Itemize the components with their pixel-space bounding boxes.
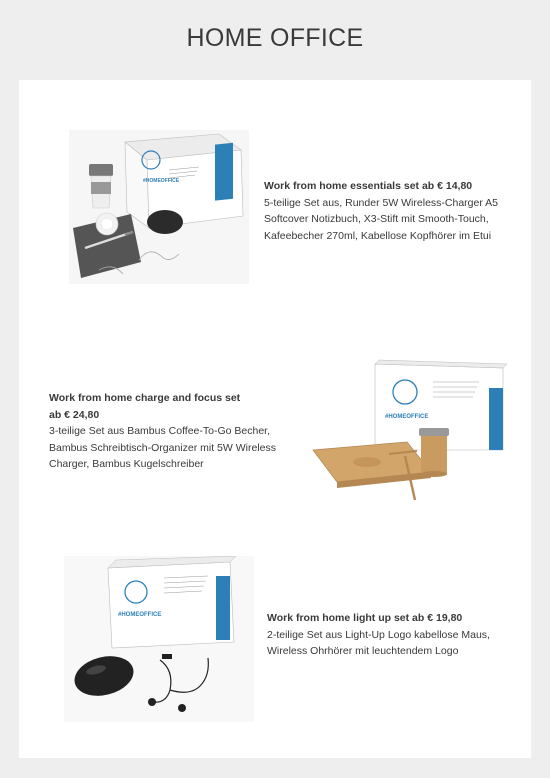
product-image-charge-focus (309, 358, 513, 508)
product-price-charge-focus: ab € 24,80 (49, 408, 100, 421)
product-line: Charger, Bambus Kugelschreiber (49, 458, 204, 470)
product-heading-light-up: Work from home light up set ab € 19,80 (267, 612, 463, 624)
product-line: Bambus Schreibtisch-Organizer mit 5W Wireless (49, 441, 276, 454)
product-desc-essentials (264, 178, 524, 244)
product-line: 2-teilige Set aus Light-Up Logo kabellose Maus, (267, 628, 490, 641)
product-card (19, 80, 531, 758)
box-brand-text: #HOMEOFFICE (143, 178, 180, 184)
product-line: Kafeebecher 270ml, Kabellose Kopfhörer im Etui (264, 229, 492, 242)
product-line: Softcover Notizbuch, X3-Stift mit Smooth-Touch, (264, 213, 489, 225)
product-line: 3-teilige Set aus Bambus Coffee-To-Go Becher, (49, 425, 271, 437)
product-line: 5-teilige Set aus, Runder 5W Wireless-Charger A5 (264, 196, 499, 209)
product-line: Wireless Ohrhörer mit leuchtendem Logo (267, 645, 459, 657)
product-heading-essentials: Work from home essentials set ab € 14,80 (264, 180, 473, 192)
page-title: HOME OFFICE (186, 24, 364, 52)
product-desc-charge-focus (49, 390, 311, 473)
product-image-essentials (69, 130, 249, 284)
box-brand-text: #HOMEOFFICE (118, 612, 162, 618)
product-heading-charge-focus: Work from home charge and focus set (49, 392, 241, 404)
product-image-light-up (64, 556, 254, 722)
product-desc-light-up (267, 610, 527, 660)
box-brand-text: #HOMEOFFICE (385, 414, 429, 420)
